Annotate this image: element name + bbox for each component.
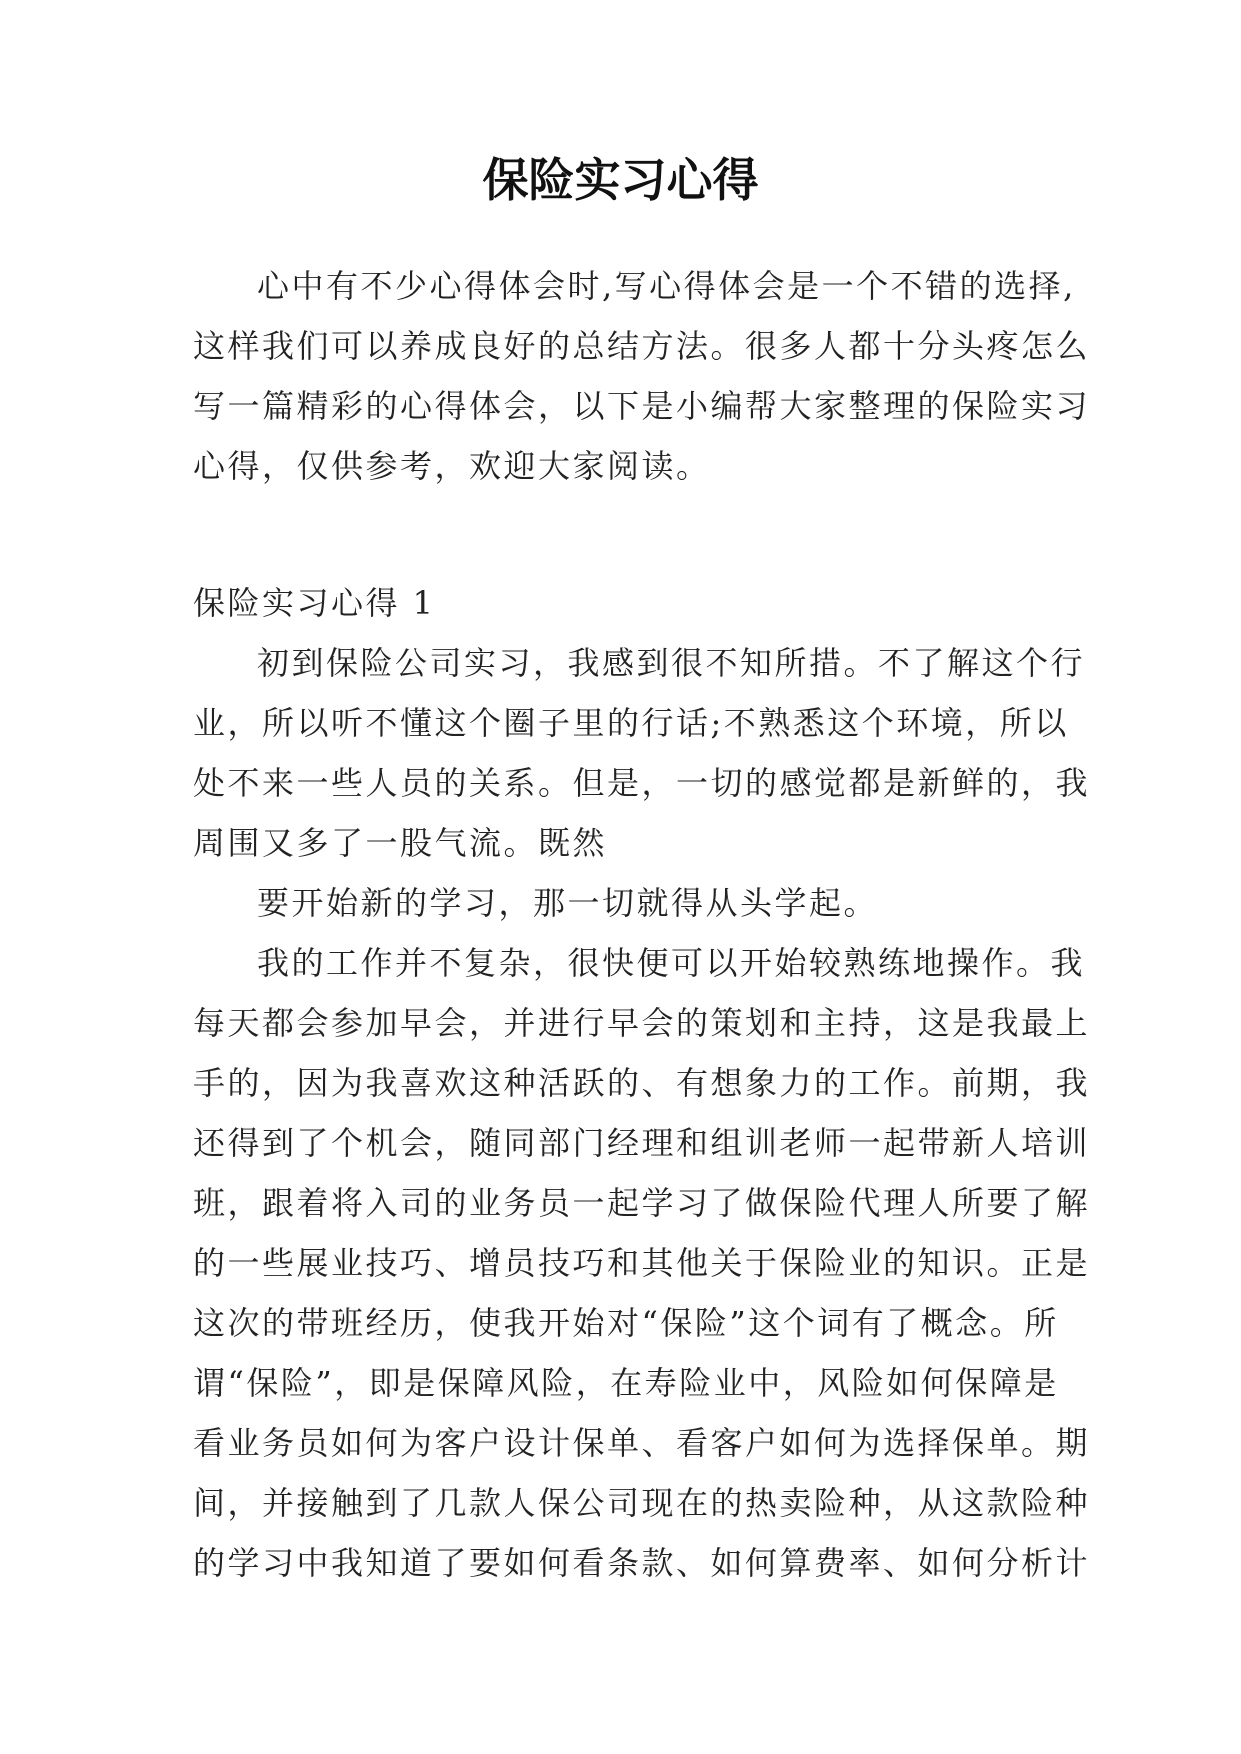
paragraph3-line-2: 每天都会参加早会，并进行早会的策划和主持，这是我最上 [193, 1004, 1091, 1042]
paragraph3-line-7: 这次的带班经历，使我开始对“保险”这个词有了概念。所 [193, 1304, 1059, 1342]
paragraph3-line-10: 间，并接触到了几款人保公司现在的热卖险种，从这款险种 [193, 1484, 1091, 1522]
section-heading: 保险实习心得 1 [193, 584, 436, 622]
intro-line-2: 这样我们可以养成良好的总结方法。很多人都十分头疼怎么 [193, 327, 1091, 365]
paragraph3-line-3: 手的，因为我喜欢这种活跃的、有想象力的工作。前期，我 [193, 1064, 1091, 1102]
paragraph1-line-4: 周围又多了一股气流。既然 [193, 824, 608, 862]
paragraph3-line-11: 的学习中我知道了要如何看条款、如何算费率、如何分析计 [193, 1544, 1091, 1582]
paragraph3-line-6: 的一些展业技巧、增员技巧和其他关于保险业的知识。正是 [193, 1244, 1091, 1282]
intro-line-3: 写一篇精彩的心得体会，以下是小编帮大家整理的保险实习 [193, 387, 1091, 425]
paragraph2-line-1: 要开始新的学习，那一切就得从头学起。 [257, 884, 879, 922]
paragraph3-line-5: 班，跟着将入司的业务员一起学习了做保险代理人所要了解 [193, 1184, 1091, 1222]
paragraph3-line-9: 看业务员如何为客户设计保单、看客户如何为选择保单。期 [193, 1424, 1091, 1462]
intro-line-1: 心中有不少心得体会时,写心得体会是一个不错的选择, [257, 267, 1076, 305]
paragraph3-line-1: 我的工作并不复杂，很快便可以开始较熟练地操作。我 [257, 944, 1086, 982]
paragraph3-line-4: 还得到了个机会，随同部门经理和组训老师一起带新人培训 [193, 1124, 1091, 1162]
paragraph3-line-8: 谓“保险”，即是保障风险，在寿险业中，风险如何保障是 [193, 1364, 1059, 1402]
document-title: 保险实习心得 [482, 153, 759, 207]
intro-line-4: 心得，仅供参考，欢迎大家阅读。 [193, 447, 711, 485]
paragraph1-line-2: 业，所以听不懂这个圈子里的行话;不熟悉这个环境，所以 [193, 704, 1069, 742]
paragraph1-line-3: 处不来一些人员的关系。但是，一切的感觉都是新鲜的，我 [193, 764, 1091, 802]
paragraph1-line-1: 初到保险公司实习，我感到很不知所措。不了解这个行 [257, 644, 1086, 682]
